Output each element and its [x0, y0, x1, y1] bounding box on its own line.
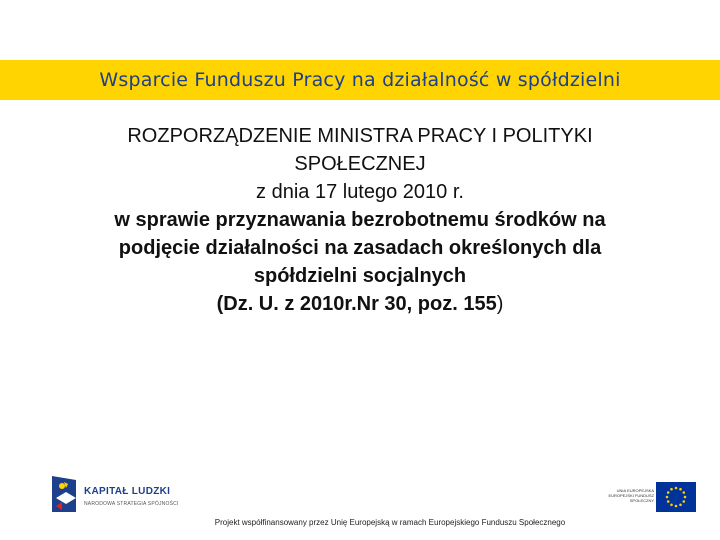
kapital-ludzki-name: KAPITAŁ LUDZKI	[84, 486, 171, 497]
regulation-text	[20, 122, 700, 318]
citation-tail: )	[496, 293, 504, 315]
regulation-date: z dnia 17 lutego 2010 r.	[256, 181, 464, 203]
regulation-subject-1: w sprawie przyznawania bezrobotnemu środków na	[114, 209, 606, 231]
kapital-ludzki-subtitle: NARODOWA STRATEGIA SPÓJNOŚCI	[84, 501, 179, 507]
regulation-subject-2: podjęcie działalności na zasadach określonych dla	[118, 237, 602, 259]
footer-note: Projekt współfinansowany przez Unię Europejską w ramach Europejskiego Funduszu Społecznego	[214, 518, 566, 527]
kapital-ludzki-emblem-icon	[50, 472, 80, 516]
eu-logo	[596, 482, 700, 514]
regulation-citation	[20, 290, 700, 318]
kapital-ludzki-logo	[50, 472, 200, 520]
regulation-line-1: ROZPORZĄDZENIE MINISTRA PRACY I POLITYKI	[127, 125, 593, 147]
slide-title: Wsparcie Funduszu Pracy na działalność w spółdzielni	[99, 69, 621, 91]
title-bar	[0, 60, 720, 100]
regulation-line-2: SPOŁECZNEJ	[294, 153, 426, 175]
citation-bold: (Dz. U. z 2010r.Nr 30, poz. 155	[216, 293, 497, 315]
eu-fund-label: UNIA EUROPEJSKA EUROPEJSKI FUNDUSZ SPOŁECZNY	[608, 488, 654, 503]
regulation-subject-3: spółdzielni socjalnych	[253, 265, 467, 287]
eu-flag-icon	[656, 482, 696, 512]
